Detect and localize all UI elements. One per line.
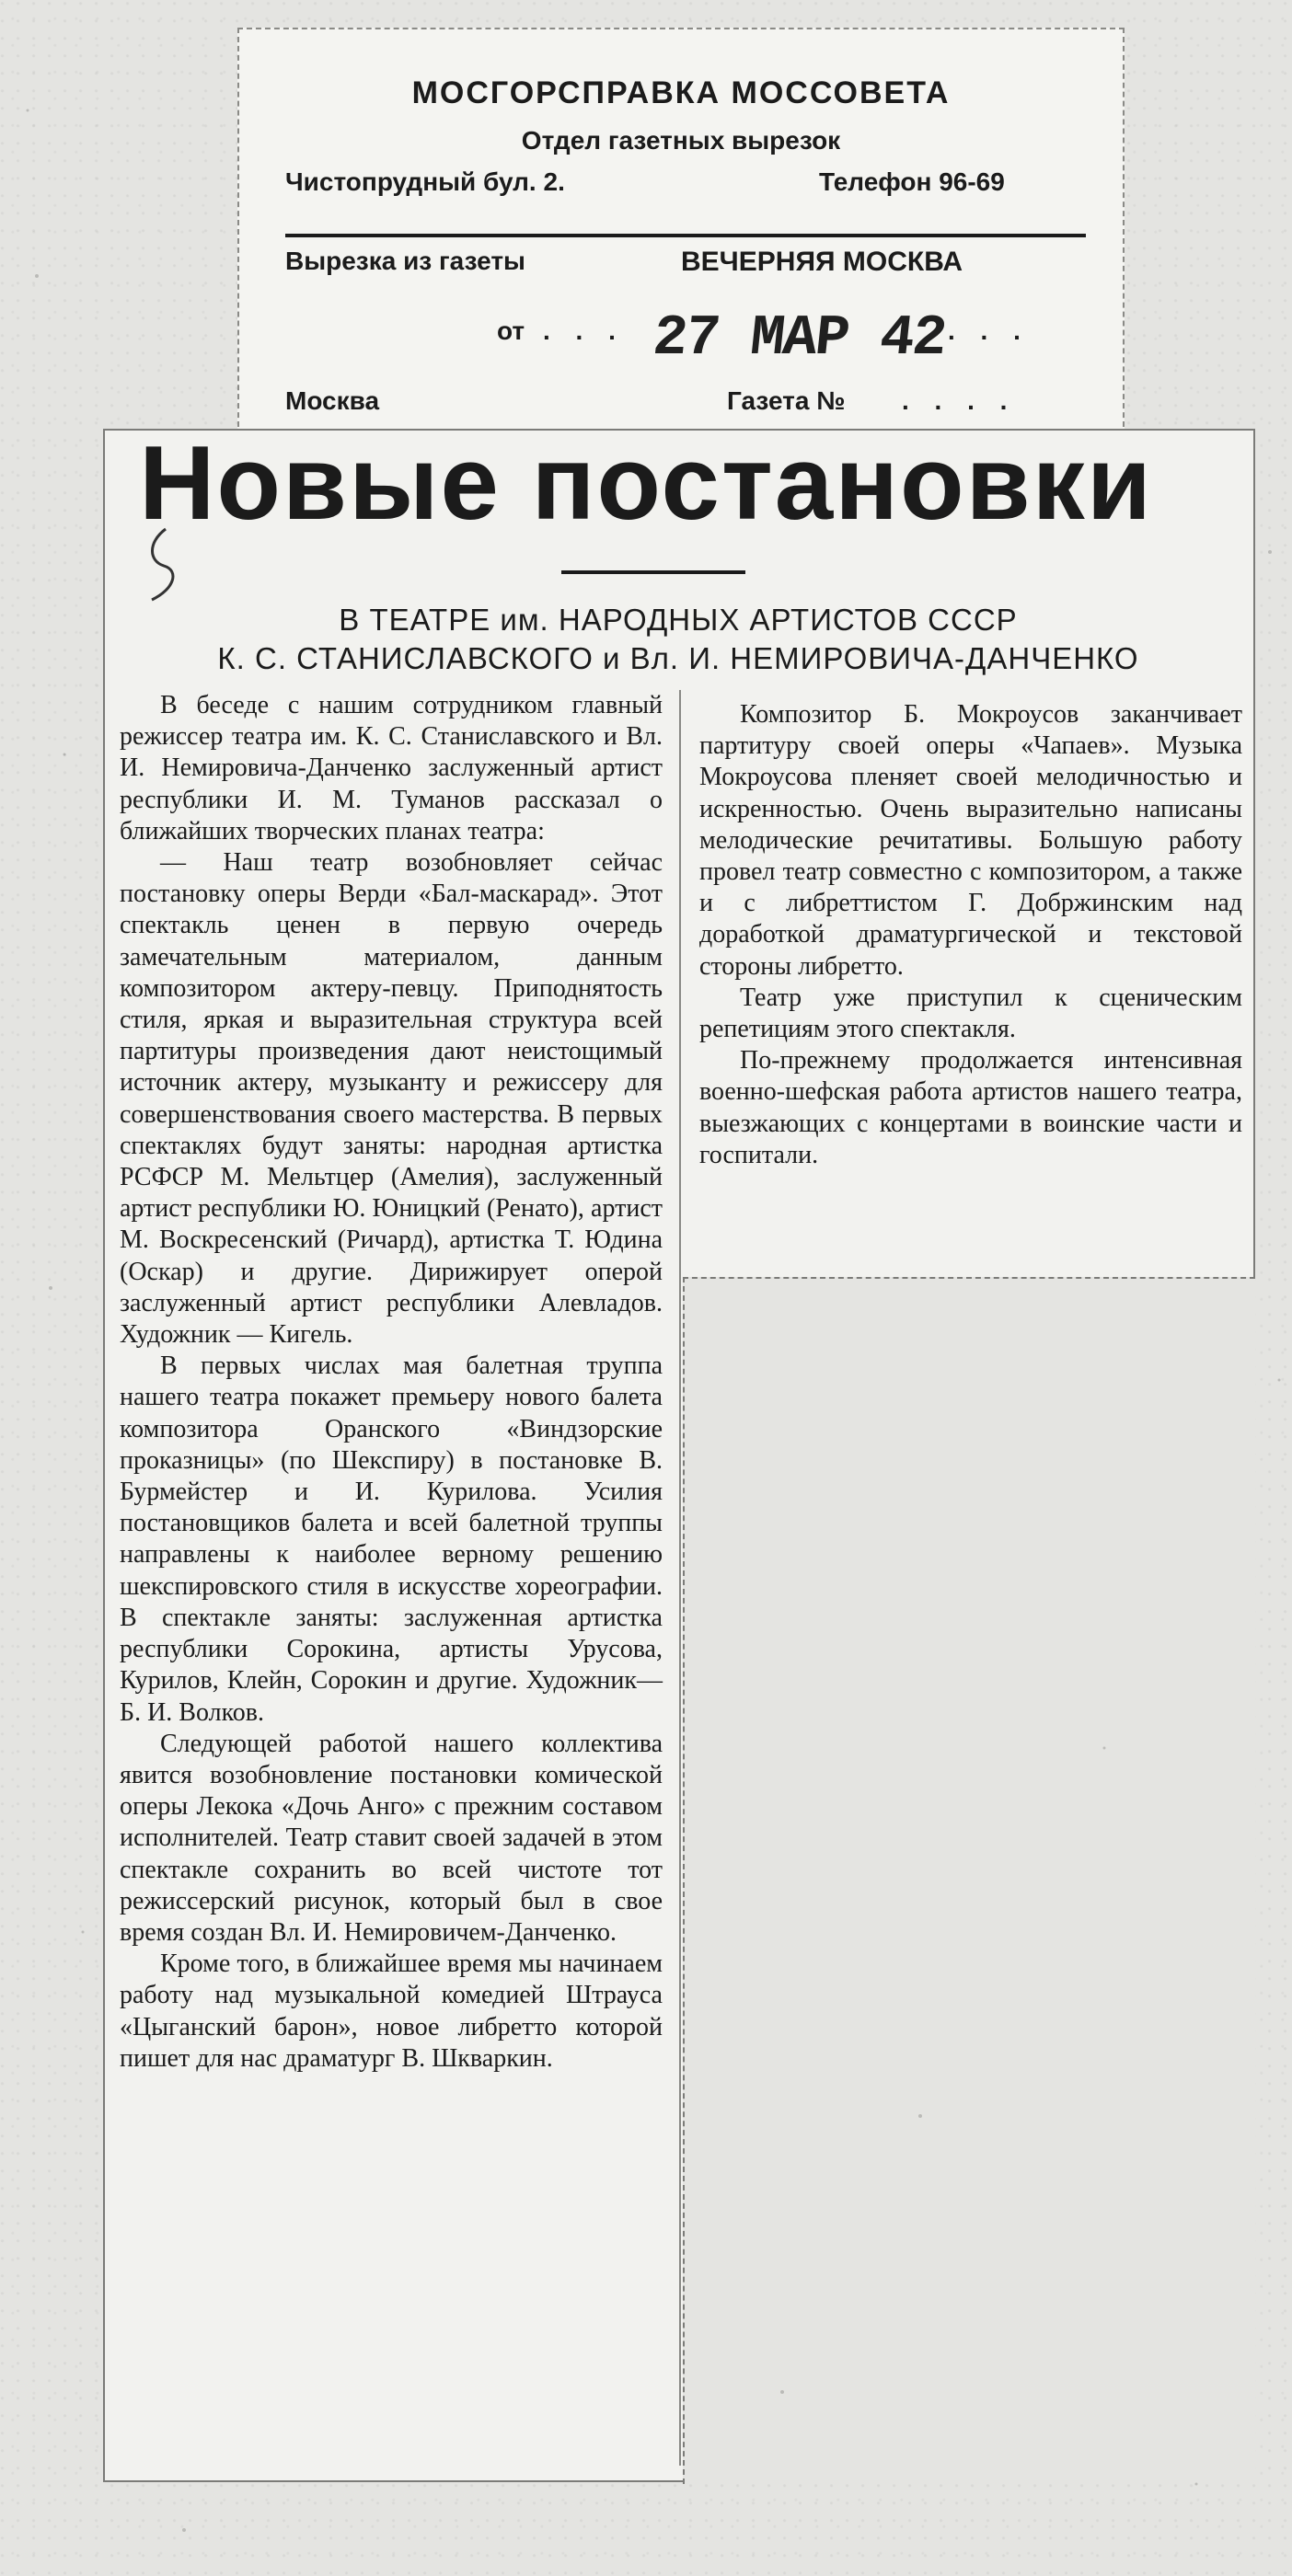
article-headline: Новые постановки — [139, 425, 1153, 542]
column-divider — [679, 690, 681, 2466]
article-paragraph: Следующей работой нашего коллектива явится возобновление постановки комической оперы Лекока «Дочь Анго» с прежним составом исполнителей. Театр ставит своей задачей в этом спектакле сохранить во всей чистоте тот режиссерский рисунок, который был в свое время создан Вл. И. Немировичем-Данченко. — [120, 1729, 663, 1947]
issue-label: Газета № — [727, 386, 846, 415]
service-address: Чистопрудный бул. 2. — [285, 167, 565, 196]
date-label: от — [497, 316, 525, 345]
article-subhead-line1: В ТЕАТРЕ им. НАРОДНЫХ АРТИСТОВ СССР — [339, 603, 1018, 637]
issue-dots: . . . . — [902, 386, 1017, 415]
pencil-mark-icon — [138, 524, 193, 607]
service-department: Отдел газетных вырезок — [521, 126, 841, 155]
article-paragraph: Композитор Б. Мокроусов заканчивает партитуру своей оперы «Чапаев». Музыка Мокроусова пленяет своей мелодичностью и искренностью. Очень выразительно написаны мелодические речитативы. Большую работу провел театр совместно с композитором, а также и с либреттистом Г. Добржинским над доработкой драматургической и текстовой стороны либретто. — [699, 700, 1242, 981]
article-paragraph: Театр уже приступил к сценическим репетициям этого спектакля. — [699, 983, 1242, 1044]
article-paragraph: По-прежнему продолжается интенсивная военно-шефская работа артистов нашего театра, выезжающих с концертами в воинские части и госпитали. — [699, 1046, 1242, 1169]
article-left-column — [120, 690, 663, 2075]
service-org-name: МОСГОРСПРАВКА МОССОВЕТА — [411, 75, 951, 110]
card-divider — [285, 234, 1086, 237]
date-dots-right: . . . — [948, 316, 1030, 345]
newspaper-name: ВЕЧЕРНЯЯ МОСКВА — [681, 247, 963, 277]
article-paragraph: — Наш театр возобновляет сейчас постановку оперы Верди «Бал-маскарад». Этот спектакль ценен в первую очередь замечательным материалом, данным композитором актеру-певцу. Приподнятость стиля, яркая и выразительная структура всей партитуры произведения дают неистощимый источник актеру, музыканту и режиссеру для совершенствования своего мастерства. В первых спектаклях будут заняты: народная артистка РСФСР М. Мельтцер (Амелия), заслуженный артист республики Ю. Юницкий (Ренато), артист М. Воскресенский (Ричард), артистка Т. Юдина (Оскар) и другие. Дирижирует оперой заслуженный артист республики Алевладов. Художник — Кигель. — [120, 848, 663, 1350]
article-paragraph: В беседе с нашим сотрудником главный режиссер театра им. К. С. Станиславского и Вл. И. Немировича-Данченко заслуженный артист республики И. М. Туманов рассказал о ближайших творческих планах театра: — [120, 691, 663, 845]
service-phone: Телефон 96-69 — [819, 167, 1005, 196]
article-right-column — [699, 699, 1242, 1171]
headline-rule — [561, 570, 745, 574]
clipping-service-card — [237, 28, 1125, 436]
article-paragraph: Кроме того, в ближайшее время мы начинаем работу над музыкальной комедией Штрауса «Цыганский барон», новое либретто которой пишет для нас драматург В. Шкваркин. — [120, 1949, 663, 2073]
date-dots-left: . . . — [543, 316, 625, 345]
article-paragraph: В первых числах мая балетная труппа нашего театра покажет премьеру нового балета композитора Оранского «Виндзорские проказницы» (по Шекспиру) в постановке В. Бурмейстер и И. Курилова. Усилия постановщиков балета и всей балетной труппы направлены к наиболее верному решению шекспировского стиля в искусстве хореографии. В спектакле заняты: заслуженная артистка республики Сорокина, артисты Урусова, Курилов, Клейн, Сорокин и другие. Художник—Б. И. Волков. — [120, 1351, 663, 1727]
date-stamp: 27 МАР 42 — [650, 305, 949, 371]
clip-from-label: Вырезка из газеты — [285, 247, 525, 275]
city-label: Москва — [285, 386, 380, 415]
article-subhead-line2: К. С. СТАНИСЛАВСКОГО и Вл. И. НЕМИРОВИЧА-ДАНЧЕНКО — [217, 641, 1139, 675]
